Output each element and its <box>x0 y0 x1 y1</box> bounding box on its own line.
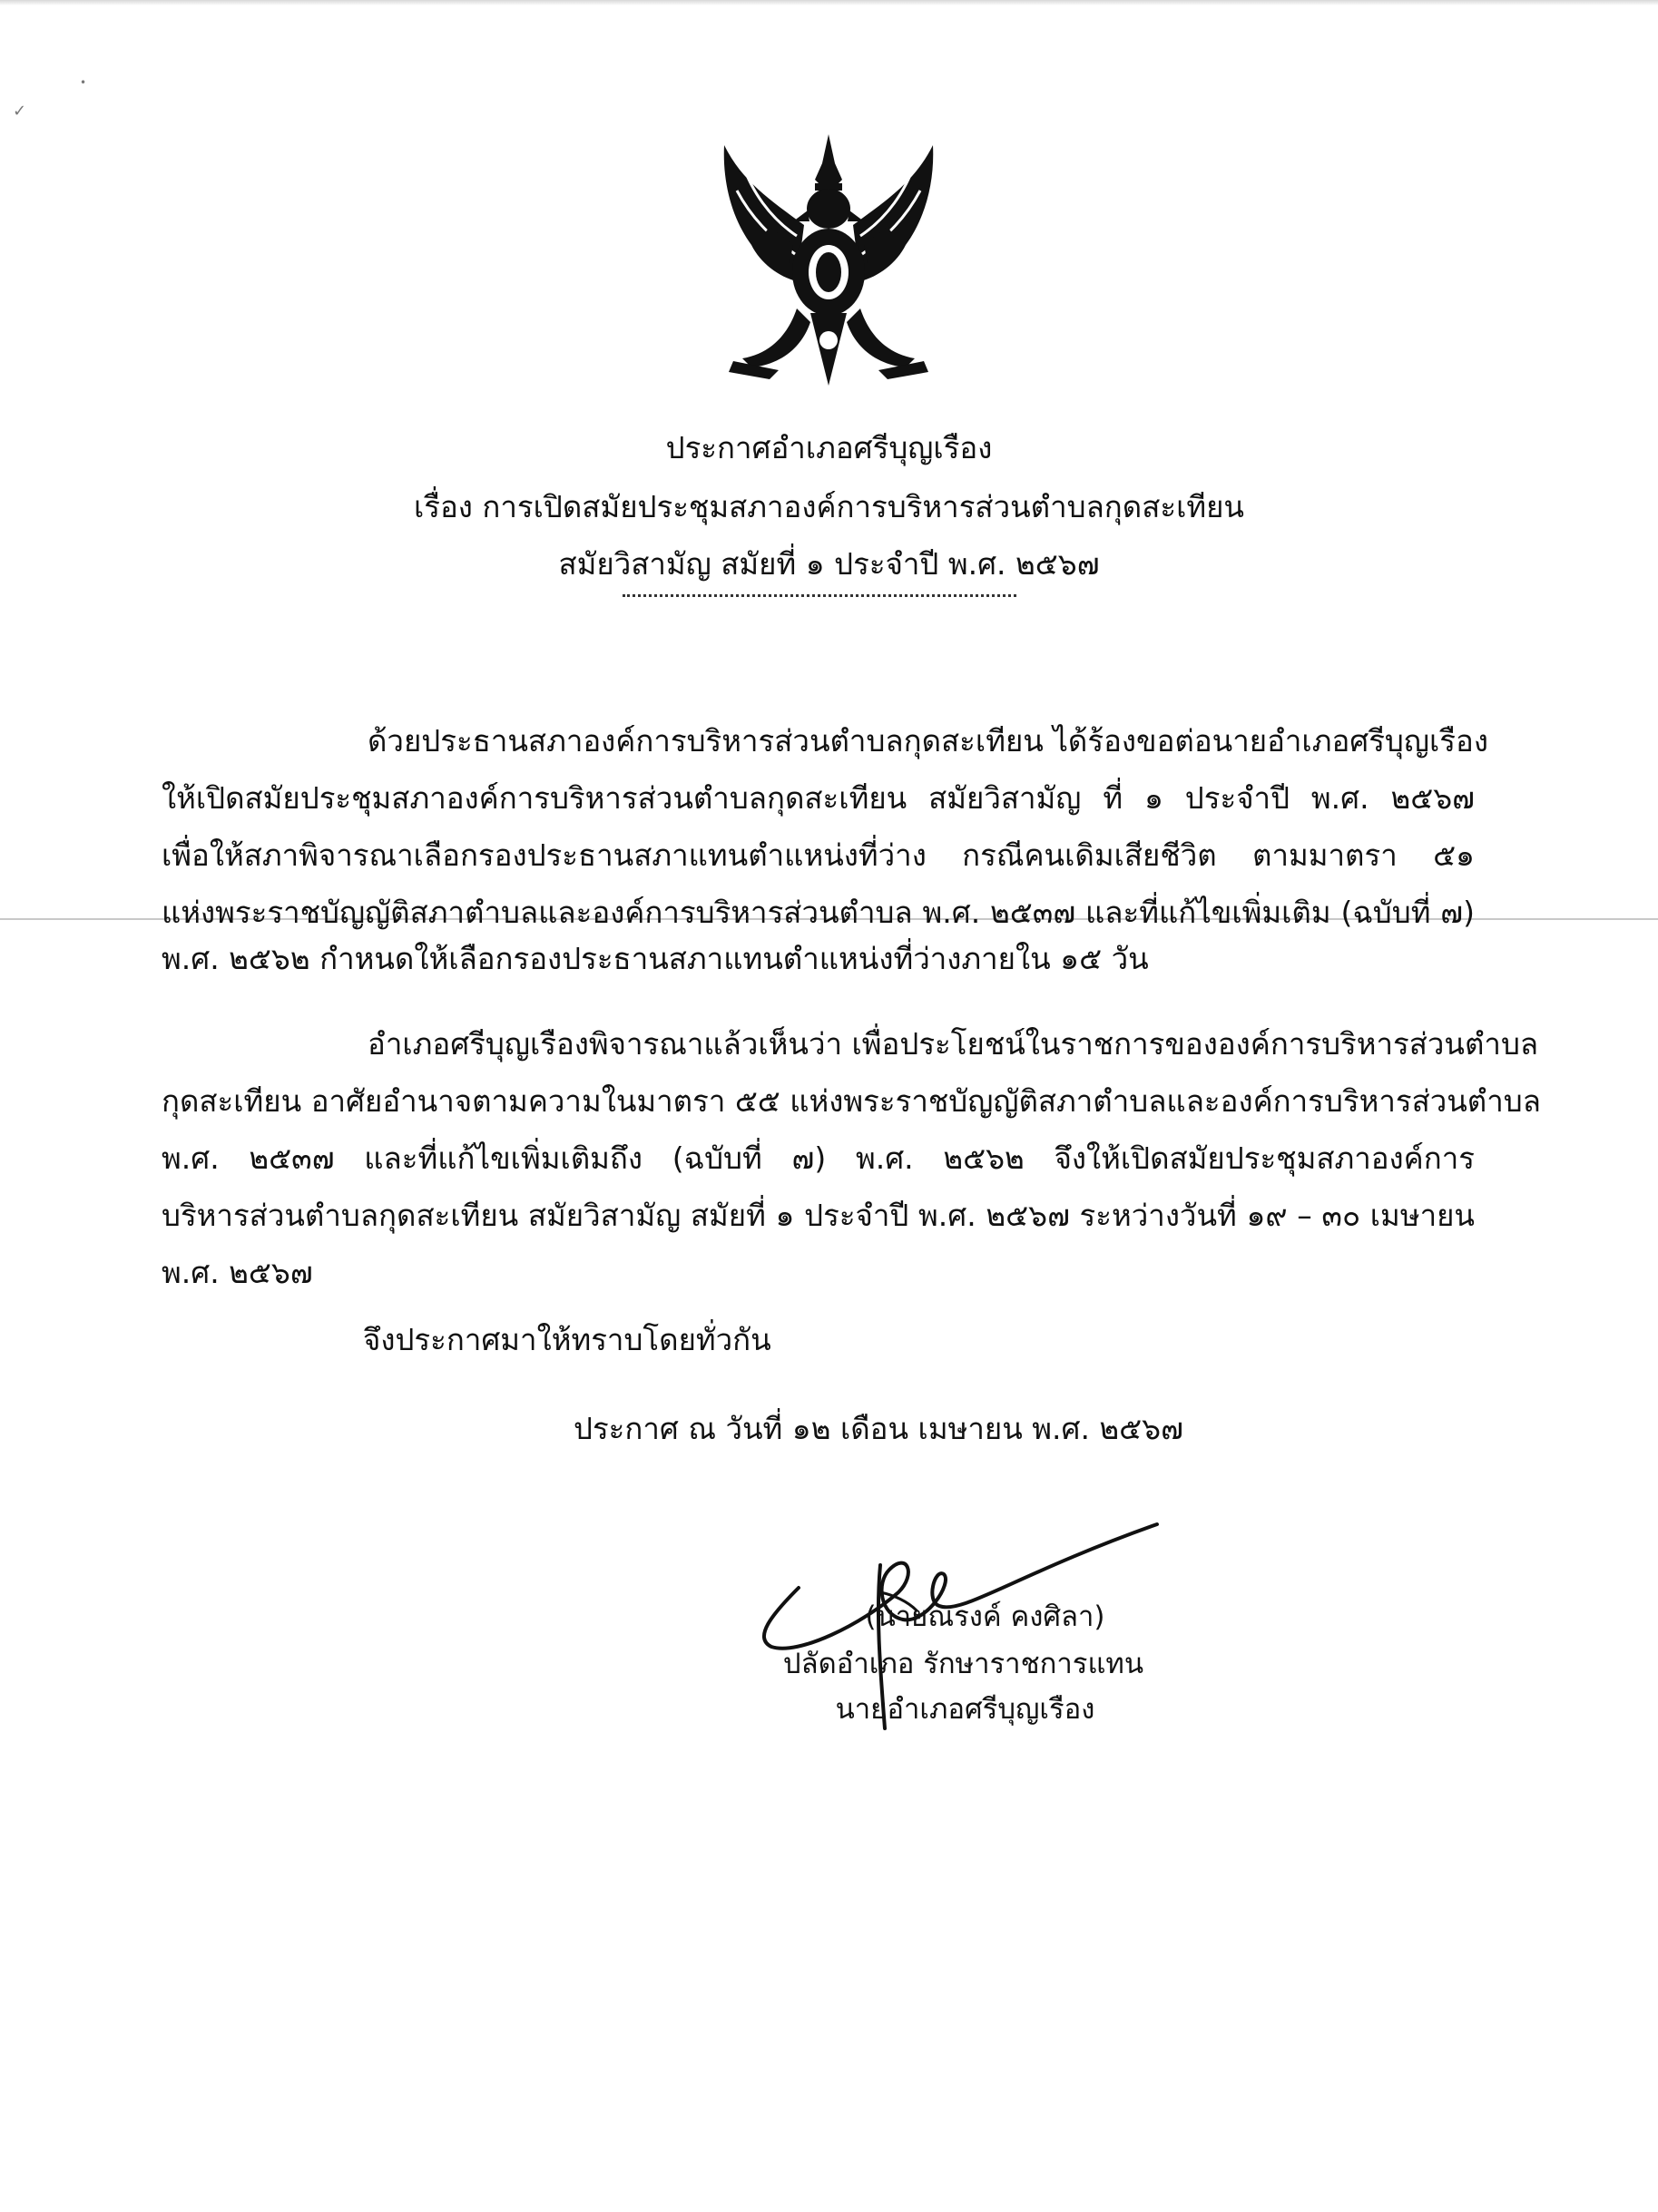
paragraph-1-line: ด้วยประธานสภาองค์การบริหารส่วนตำบลกุดสะเทียน ได้ร้องขอต่อนายอำเภอศรีบุญเรือง <box>368 723 1488 759</box>
title-separator <box>623 594 1016 597</box>
paragraph-2-line: บริหารส่วนตำบลกุดสะเทียน สมัยวิสามัญ สมัยที่ ๑ ประจำปี พ.ศ. ๒๕๖๗ ระหว่างวันที่ ๑๙ – ๓๐ เมษายน <box>162 1198 1475 1233</box>
announcement-subject: เรื่อง การเปิดสมัยประชุมสภาองค์การบริหารส่วนตำบลกุดสะเทียน <box>413 489 1244 524</box>
announcement-date: ประกาศ ณ วันที่ ๑๒ เดือน เมษายน พ.ศ. ๒๕๖๗ <box>574 1411 1183 1446</box>
paragraph-2-line: อำเภอศรีบุญเรืองพิจารณาแล้วเห็นว่า เพื่อประโยชน์ในราชการขององค์การบริหารส่วนตำบล <box>368 1026 1539 1062</box>
paragraph-1-line: พ.ศ. ๒๕๖๒ กำหนดให้เลือกรองประธานสภาแทนตำแหน่งที่ว่างภายใน ๑๕ วัน <box>162 941 1149 976</box>
closing-statement: จึงประกาศมาให้ทราบโดยทั่วกัน <box>363 1322 771 1357</box>
announcement-session: สมัยวิสามัญ สมัยที่ ๑ ประจำปี พ.ศ. ๒๕๖๗ <box>558 546 1100 582</box>
scan-speck: ✓ <box>13 102 27 121</box>
paragraph-2-line: กุดสะเทียน อาศัยอำนาจตามความในมาตรา ๕๕ แห่งพระราชบัญญัติสภาตำบลและองค์การบริหารส่วนตำบล <box>162 1083 1541 1119</box>
signatory-name: (นายณรงค์ คงศิลา) <box>865 1600 1105 1633</box>
announcement-title: ประกาศอำเภอศรีบุญเรือง <box>665 430 993 465</box>
paragraph-2-line: พ.ศ. ๒๕๓๗ และที่แก้ไขเพิ่มเติมถึง (ฉบับที่ ๗) พ.ศ. ๒๕๖๒ จึงให้เปิดสมัยประชุมสภาองค์การ <box>162 1140 1475 1176</box>
signatory-on-behalf: นายอำเภอศรีบุญเรือง <box>835 1693 1095 1726</box>
signatory-position: ปลัดอำเภอ รักษาราชการแทน <box>782 1648 1144 1680</box>
paragraph-1-line: ให้เปิดสมัยประชุมสภาองค์การบริหารส่วนตำบลกุดสะเทียน สมัยวิสามัญ ที่ ๑ ประจำปี พ.ศ. ๒๕๖๗ <box>162 780 1475 816</box>
scan-speck: • <box>80 76 87 89</box>
scan-edge <box>0 0 1658 5</box>
garuda-emblem-icon <box>706 127 951 399</box>
paragraph-2-line: พ.ศ. ๒๕๖๗ <box>162 1255 313 1290</box>
paragraph-1-line: เพื่อให้สภาพิจารณาเลือกรองประธานสภาแทนตำแหน่งที่ว่าง กรณีคนเดิมเสียชีวิต ตามมาตรา ๕๑ <box>162 837 1475 873</box>
paragraph-1-line: แห่งพระราชบัญญัติสภาตำบลและองค์การบริหารส่วนตำบล พ.ศ. ๒๕๓๗ และที่แก้ไขเพิ่มเติม (ฉบับที่ ๗) <box>162 895 1475 930</box>
